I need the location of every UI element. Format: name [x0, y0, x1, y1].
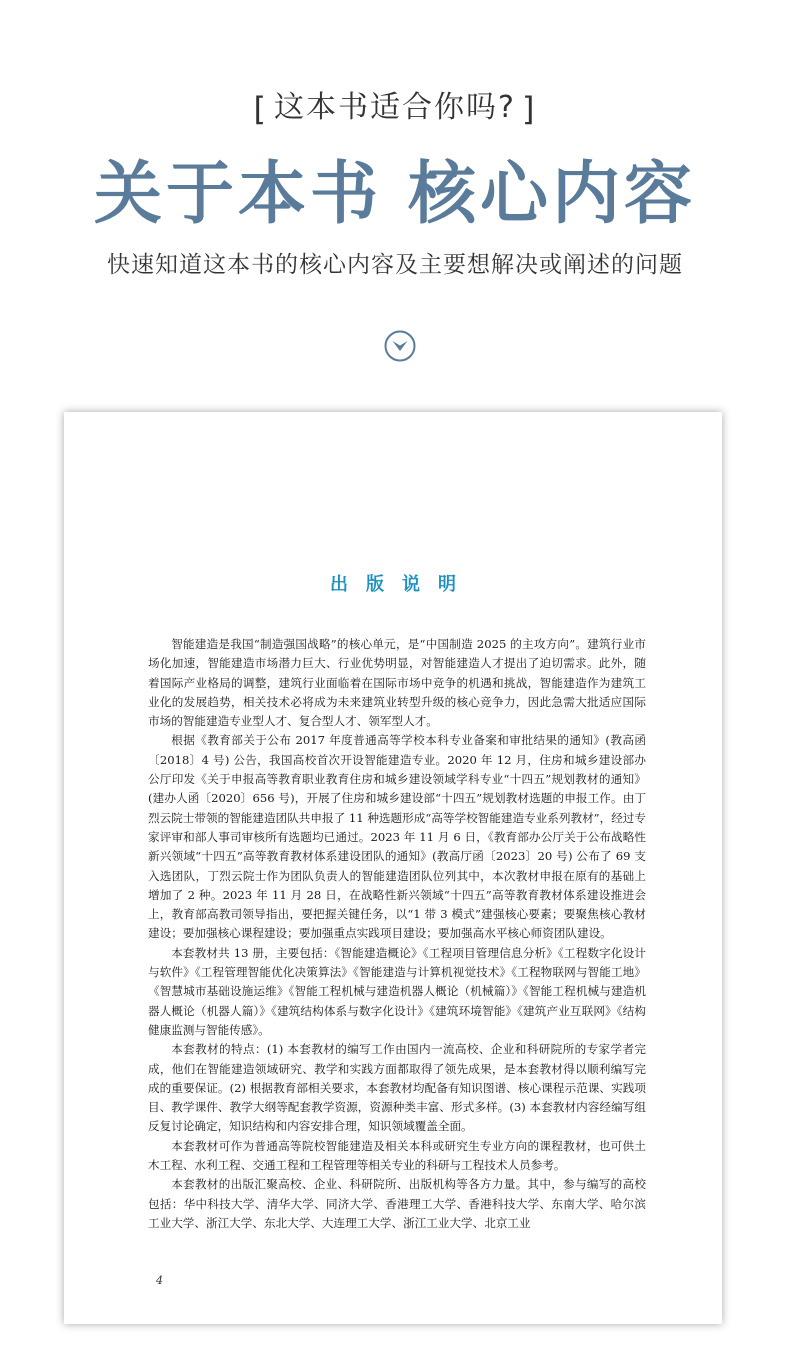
question-text: 这本书适合你吗?	[274, 90, 516, 125]
question-line	[0, 82, 790, 128]
main-title	[0, 140, 790, 237]
page-number: 4	[156, 1274, 163, 1287]
book-page	[64, 412, 722, 1324]
paragraph: 智能建造是我国“制造强国战略”的核心单元，是“中国制造 2025 的主攻方向”。建筑行业市场化加速，智能建造市场潜力巨大、行业优势明显，对智能建造人才提出了迫切需求。此外，随着国际产业格局的调整，建筑行业面临着在国际市场中竞争的机遇和挑战，智能建造作为建筑工业化的发展趋势，相关技术必将成为未来建筑业转型升级的核心竞争力，因此急需大批适应国际市场的智能建造专业型人才、复合型人才、领军型人才。	[148, 637, 646, 729]
page-heading: 出版说明	[330, 574, 474, 595]
paragraph: 根据《教育部关于公布 2017 年度普通高等学校本科专业备案和审批结果的通知》(教高函〔2018〕4 号) 公告，我国高校首次开设智能建造专业。2020 年 12 月，住房和城乡建设部办公厅印发《关于申报高等教育职业教育住房和城乡建设领域学科专业“十四五”规划教材的通知》(建办人函〔2020〕656 号)，开展了住房和城乡建设部“十四五”规划教材选题的申报工作。由丁烈云院士带领的智能建造团队共申报了 11 种选题形成“高等学校智能建造专业系列教材”，经过专家评审和部人事司审核所有选题均已通过。2023 年 11 月 6 日，《教育部办公厅关于公布战略性新兴领域“十四五”高等教育教材体系建设团队的通知》(教高厅函〔2023〕20 号) 公布了 69 支入选团队，丁烈云院士作为团队负责人的智能建造团队位列其中，本次教材申报在原有的基础上增加了 2 种。2023 年 11 月 28 日，在战略性新兴领域“十四五”高等教育教材体系建设推进会上，教育部高教司领导指出，要把握关键任务，以“1 带 3 模式”建强核心要素；要聚焦核心教材建设；要加强核心课程建设；要加强重点实践项目建设；要加强高水平核心师资团队建设。	[148, 733, 646, 941]
paragraph: 本套教材的特点：(1) 本套教材的编写工作由国内一流高校、企业和科研院所的专家学者完成，他们在智能建造领域研究、教学和实践方面都取得了领先成果，是本套教材得以顺利编写完成的重要保证。(2) 根据教育部相关要求，本套教材均配备有知识图谱、核心课程示范课、实践项目、教学课件、教学大纲等配套教学资源，资源种类丰富、形式多样。(3) 本套教材内容经编写组反复讨论确定，知识结构和内容安排合理，知识领域覆盖全面。	[148, 1042, 646, 1134]
paragraph: 本套教材共 13 册，主要包括：《智能建造概论》《工程项目管理信息分析》《工程数字化设计与软件》《工程管理智能优化决策算法》《智能建造与计算机视觉技术》《工程物联网与智能工地》《智慧城市基础设施运维》《智能工程机械与建造机器人概论（机械篇）》《智能工程机械与建造机器人概论（机器人篇）》《建筑结构体系与数字化设计》《建筑环境智能》《建筑产业互联网》《结构健康监测与智能传感》。	[148, 945, 646, 1037]
main-title-part1: 关于本书	[93, 154, 382, 234]
subtitle: 快速知道这本书的核心内容及主要想解决或阐述的问题	[107, 252, 683, 278]
right-bracket: ]	[521, 89, 537, 128]
chevron-down-circle-icon	[384, 330, 416, 362]
paragraph: 本套教材可作为普通高等院校智能建造及相关本科或研究生专业方向的课程教材，也可供土木工程、水利工程、交通工程和工程管理等相关专业的科研与工程技术人员参考。	[148, 1138, 646, 1173]
paragraph: 本套教材的出版汇聚高校、企业、科研院所、出版机构等各方力量。其中，参与编写的高校包括：华中科技大学、清华大学、同济大学、香港理工大学、香港科技大学、东南大学、哈尔滨工业大学、浙江大学、东北大学、大连理工大学、浙江工业大学、北京工业	[148, 1177, 646, 1230]
page-body	[148, 635, 646, 1233]
main-title-part2: 核心内容	[408, 154, 697, 234]
left-bracket: [	[253, 89, 269, 128]
header-section	[0, 0, 790, 400]
